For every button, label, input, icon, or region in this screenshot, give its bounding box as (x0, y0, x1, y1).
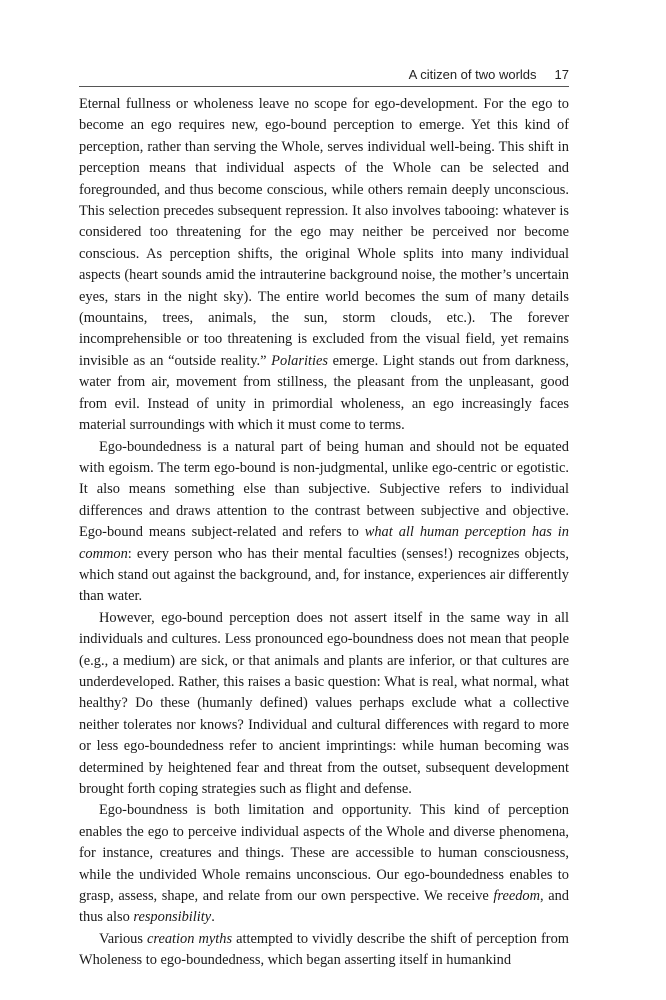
italic-run: responsibility (133, 909, 212, 926)
paragraph (79, 800, 569, 928)
paragraph (79, 929, 569, 972)
running-title: A citizen of two worlds (408, 67, 537, 82)
page-body (79, 94, 569, 972)
italic-run: freedom (493, 888, 541, 905)
paragraph (79, 437, 569, 608)
text-run: Ego-boundedness is a natural part of being human and should not be equated with egoism. The term ego-bound is non-judgmental, unlike ego-centric or egotistic. It also means something else than subjective. Subjective refers to individual differences and draws attention to the contrast between subjective and objective. Ego-bound means subject-related and refers to (79, 438, 569, 541)
text-run: Eternal fullness or wholeness leave no scope for ego-development. For the ego to become an ego requires new, ego-bound perception to emerge. Yet this kind of perception, rather than serving the Whole, serves individual well-being. This shift in perception means that individual aspects of the Whole can be selected and foregrounded, and thus become conscious, while others remain deeply unconscious. This selection precedes subsequent repression. It also involves tabooing: whatever is considered too threatening for the ego may neither be perceived nor become conscious. As perception shifts, the original Whole splits into many individual aspects (heart sounds amid the intrauterine background noise, the mother’s uncertain eyes, stars in the night sky). The entire world becomes the sum of many details (mountains, trees, animals, the sun, storm clouds, etc.). The forever incomprehensible or too threatening is excluded from the visual field, yet remains invisible as an “outside reality.” (79, 96, 569, 369)
paragraph (79, 94, 569, 437)
text-run: Ego-boundness is both limitation and opportunity. This kind of perception enables the ego to perceive individual aspects of the Whole and diverse phenomena, for instance, creatures and things. These are accessible to human consciousness, while the undivided Whole remains unconscious. Our ego-boundedness enables to grasp, assess, shape, and relate from our own perspective. We receive (79, 802, 569, 905)
page-number: 17 (554, 67, 569, 82)
text-run: , and thus also (79, 888, 569, 926)
text-run: Various (99, 930, 148, 947)
paragraph (79, 608, 569, 801)
text-run: : every person who has their mental faculties (senses!) recognizes objects, which stand out against the background, and, for instance, experiences air differently than water. (79, 545, 569, 605)
text-run: emerge. Light stands out from darkness, water from air, movement from stillness, the pleasant from the unpleasant, good from evil. Instead of unity in primordial wholeness, an ego increasingly faces material surroundings with which it must come to terms. (79, 352, 570, 434)
running-header (79, 60, 569, 87)
italic-run: Polarities (271, 352, 328, 369)
text-run: attempted to vividly describe the shift of perception from Wholeness to ego-boundedness, which began asserting itself in humankind (79, 930, 569, 969)
text-run: . (211, 909, 215, 926)
text-run: However, ego-bound perception does not assert itself in the same way in all individuals and cultures. Less pronounced ego-boundness does not mean that people (e.g., a medium) are sick, or that animals and plants are inferior, or that cultures are underdeveloped. Rather, this raises a basic question: What is real, what normal, what healthy? Do these (humanly defined) values perhaps exclude what a collective neither tolerates nor knows? Individual and cultural differences with regard to more or less ego-boundedness refer to ancient imprintings: while human becoming was determined by heightened fear and threat from the outset, subsequent development brought forth coping strategies such as flight and defense. (79, 609, 569, 797)
italic-run: creation myths (147, 930, 233, 947)
italic-run: what all human perception has in common (79, 524, 569, 562)
